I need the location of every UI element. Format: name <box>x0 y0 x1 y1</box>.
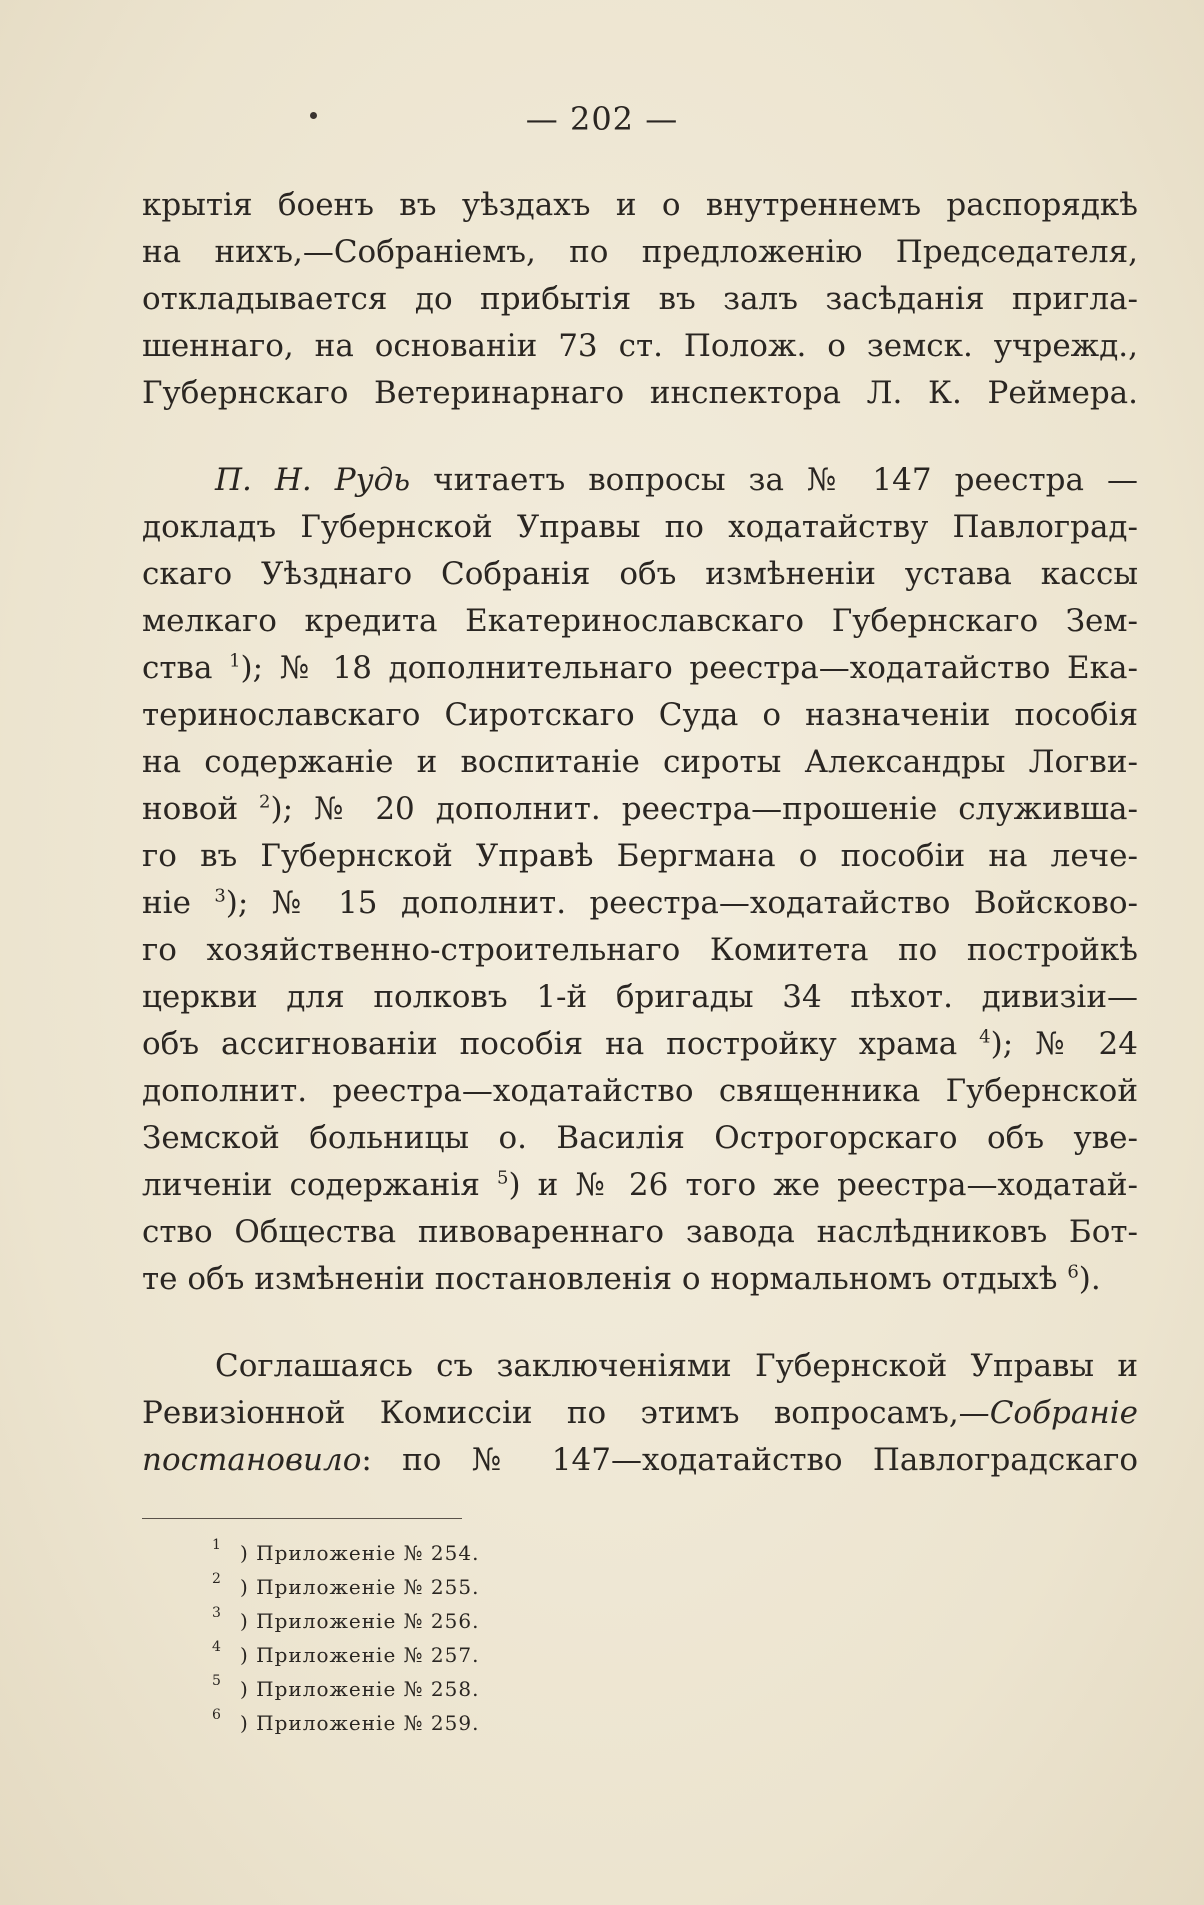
text-line: новой $^2$); № 20 дополнит. реестра—прошеніе служивша- <box>142 791 1138 827</box>
footnote: 2 ) Приложеніе № 255. <box>212 1571 480 1599</box>
text-line: шеннаго, на основаніи 73 ст. Полож. о земск. учрежд., <box>142 328 1138 364</box>
text-line: П. Н. Рудь читаетъ вопросы за № 147 реестра — <box>215 462 1138 498</box>
footnote-ref: 3 <box>214 885 226 907</box>
text-line: Ревизіонной Комиссіи по этимъ вопросамъ,—Собраніе <box>142 1395 1138 1431</box>
text-line: Соглашаясь съ заключеніями Губернской Управы и <box>215 1348 1138 1384</box>
footnote: 6 ) Приложеніе № 259. <box>212 1707 480 1735</box>
page-number: — 202 — <box>525 100 679 138</box>
text-line: откладывается до прибытія въ залъ засѣданія пригла- <box>142 281 1138 317</box>
text-line: теринославскаго Сиротскаго Суда о назначеніи пособія <box>142 697 1138 733</box>
text-line: объ ассигнованіи пособія на постройку храма $^4$); № 24 <box>142 1026 1138 1062</box>
text-line: Губернскаго Ветеринарнаго инспектора Л. К. Реймера. <box>142 375 1138 411</box>
footnote-divider <box>142 1518 462 1519</box>
text-line: Земской больницы о. Василія Острогорскаго объ уве- <box>142 1120 1138 1156</box>
text-line: личеніи содержанія $^5$) и № 26 того же реестра—ходатай- <box>142 1167 1138 1203</box>
text-line: ніе $^3$); № 15 дополнит. реестра—ходатайство Войсково- <box>142 885 1138 921</box>
text-line: дополнит. реестра—ходатайство священника Губернской <box>142 1073 1138 1109</box>
footnote-ref: 2 <box>259 791 271 813</box>
footnote: 1 ) Приложеніе № 254. <box>212 1537 480 1565</box>
footnote: 3 ) Приложеніе № 256. <box>212 1605 480 1633</box>
text-line: скаго Уѣзднаго Собранія объ измѣненіи устава кассы <box>142 556 1138 592</box>
text-line: церкви для полковъ 1-й бригады 34 пѣхот. дивизіи— <box>142 979 1138 1015</box>
text-line: ства $^1$); № 18 дополнительнаго реестра—ходатайство Ека- <box>142 650 1138 686</box>
footnote-ref: 5 <box>497 1167 509 1189</box>
text-line: мелкаго кредита Екатеринославскаго Губернскаго Зем- <box>142 603 1138 639</box>
footnote: 4 ) Приложеніе № 257. <box>212 1639 480 1667</box>
text-line: ство Общества пивовареннаго завода наслѣдниковъ Бот- <box>142 1214 1138 1250</box>
text-line: го хозяйственно-строительнаго Комитета по постройкѣ <box>142 932 1138 968</box>
text-line: крытія боенъ въ уѣздахъ и о внутреннемъ распорядкѣ <box>142 187 1138 223</box>
footnote-ref: 1 <box>229 650 241 672</box>
text-line: на нихъ,—Собраніемъ, по предложенію Председателя, <box>142 234 1138 270</box>
footnote-ref: 6 <box>1067 1261 1079 1283</box>
text-line: те объ измѣненіи постановленія о нормальномъ отдыхѣ $^6$). <box>142 1261 1101 1297</box>
text-line: го въ Губернской Управѣ Бергмана о пособіи на лече- <box>142 838 1138 874</box>
text-line: на содержаніе и воспитаніе сироты Александры Логви- <box>142 744 1138 780</box>
footnote-ref: 4 <box>979 1026 991 1048</box>
text-line: докладъ Губернской Управы по ходатайству Павлоград- <box>142 509 1138 545</box>
text-line: постановило: по № 147—ходатайство Павлоградскаго <box>142 1442 1138 1478</box>
speaker-name: П. Н. Рудь <box>215 462 411 498</box>
footnote: 5 ) Приложеніе № 258. <box>212 1673 480 1701</box>
